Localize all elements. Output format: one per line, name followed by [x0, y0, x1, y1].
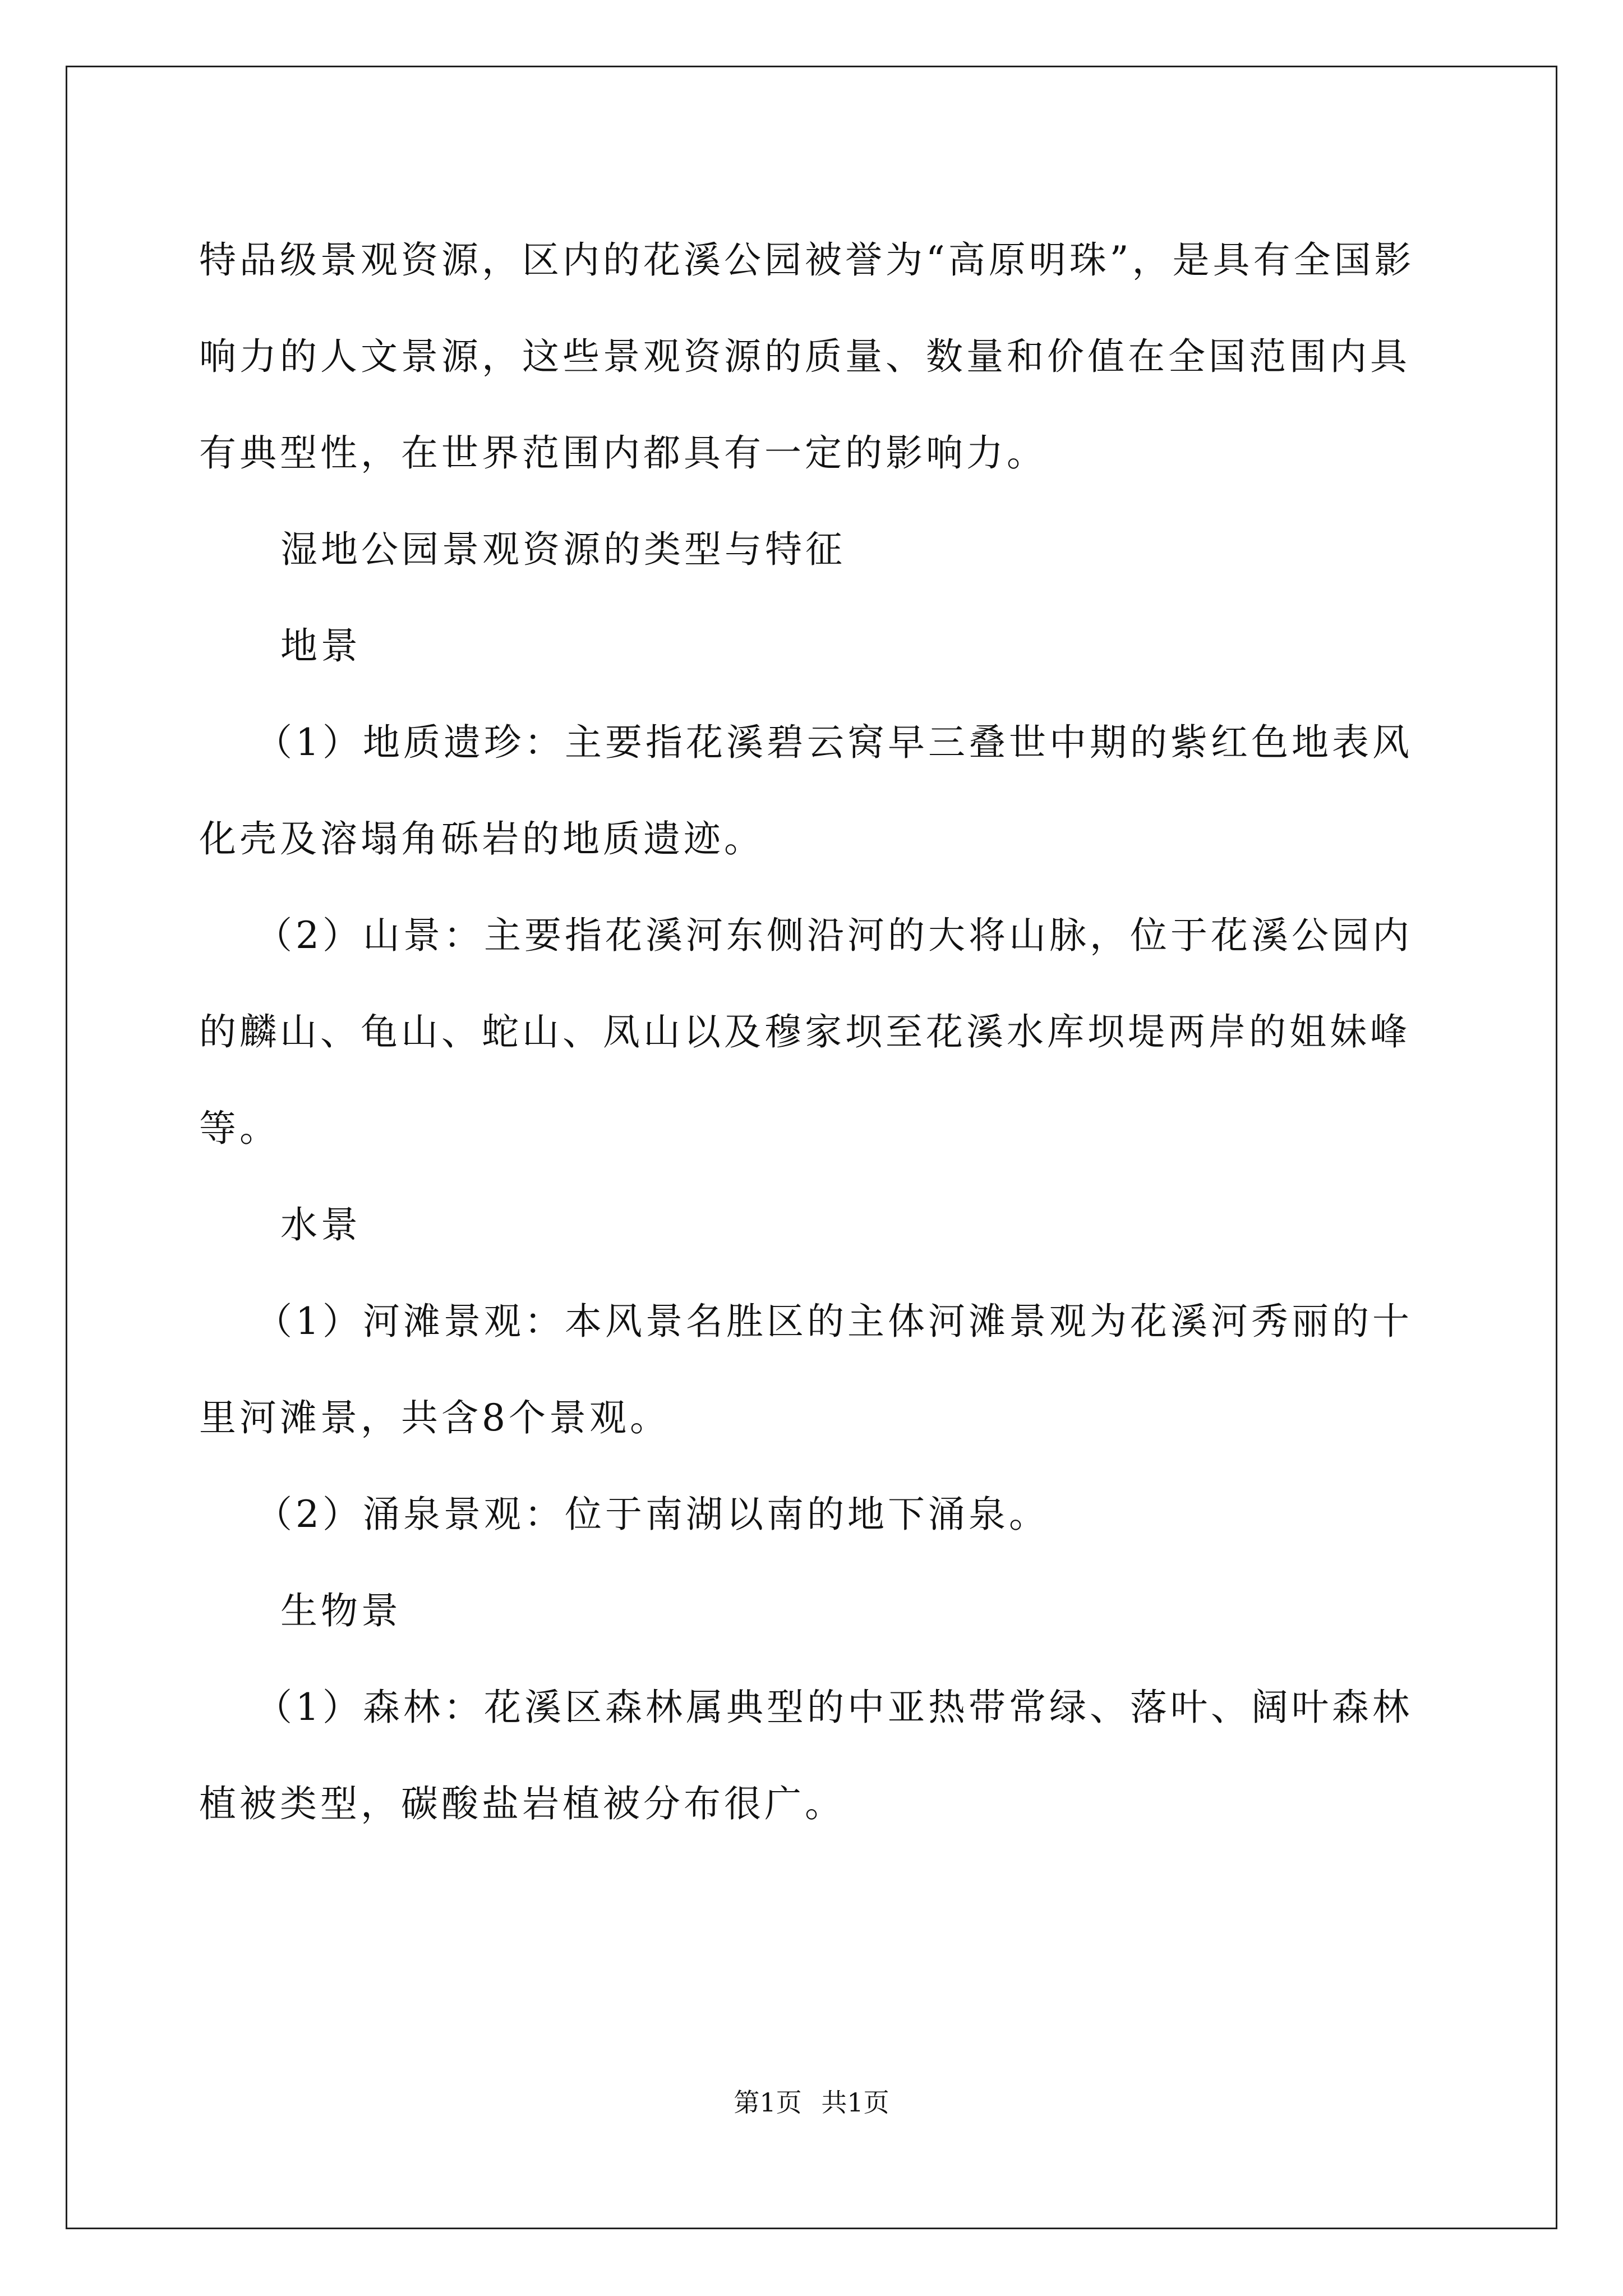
- paragraph-spring-item: （2）涌泉景观：位于南湖以南的地下涌泉。: [255, 1493, 1049, 1536]
- section-heading-wetland-types: 湿地公园景观资源的类型与特征: [280, 528, 846, 571]
- paragraph-riverbank-item: （1）河滩景观：本风景名胜区的主体河滩景观为花溪河秀丽的十里河滩景，共含8个景观。: [199, 1300, 1413, 1439]
- subsection-heading-biology: 生物景: [280, 1589, 402, 1632]
- page-footer: [0, 2086, 1623, 2119]
- paragraph-mountain-item: （2）山景：主要指花溪河东侧沿河的大将山脉，位于花溪公园内的麟山、龟山、蛇山、凤山以及穆家坝至花溪水库坝堤两岸的姐妹峰等。: [199, 914, 1413, 1150]
- paragraph-geology-item: （1）地质遗珍：主要指花溪碧云窝早三叠世中期的紫红色地表风化壳及溶塌角砾岩的地质遗迹。: [199, 721, 1413, 861]
- subsection-heading-water: 水景: [280, 1203, 361, 1246]
- document-body: [199, 212, 1433, 1852]
- page-number-current: 第1页: [734, 2087, 802, 2118]
- page-number-total: 共1页: [821, 2087, 889, 2118]
- paragraph-intro-continuation: 特品级景观资源，区内的花溪公园被誉为“高原明珠”，是具有全国影响力的人文景源，这些景观资源的质量、数量和价值在全国范围内具有典型性，在世界范围内都具有一定的影响力。: [199, 238, 1415, 475]
- paragraph-forest-item: （1）森林：花溪区森林属典型的中亚热带常绿、落叶、阔叶森林植被类型，碳酸盐岩植被分布很广。: [199, 1686, 1413, 1825]
- subsection-heading-landscape: 地景: [280, 624, 361, 668]
